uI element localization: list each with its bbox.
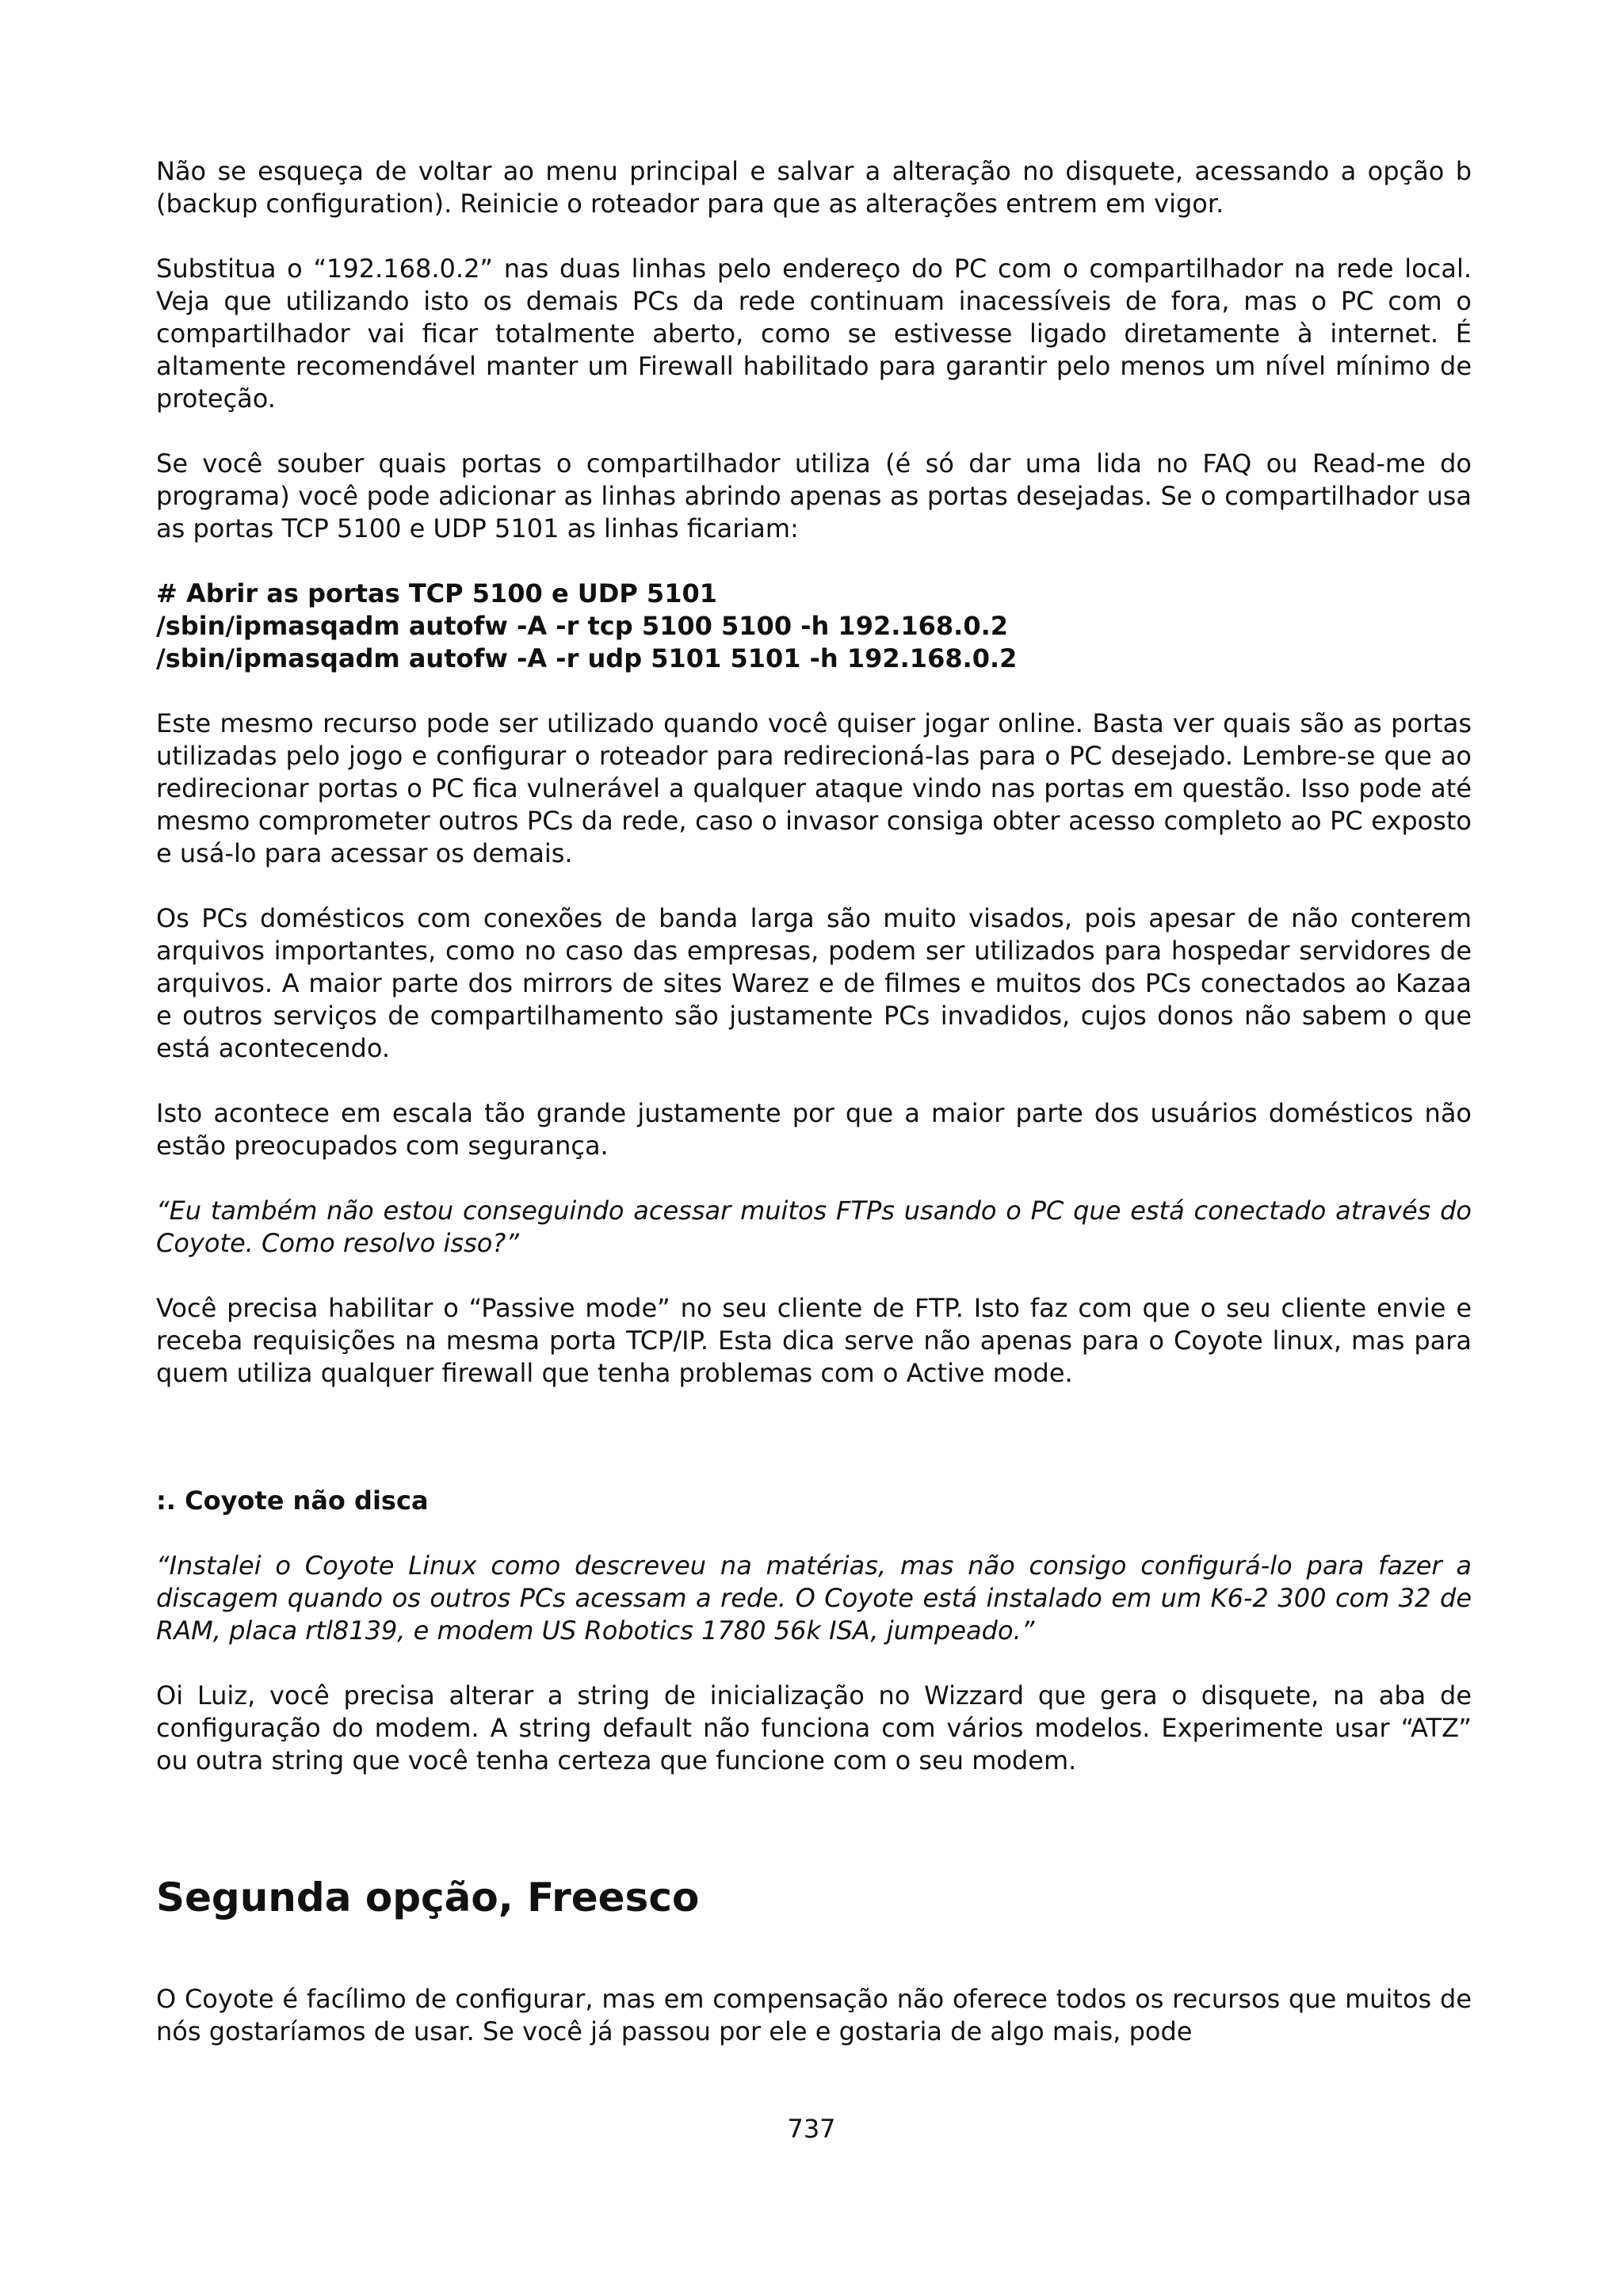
code-block (156, 578, 1472, 675)
section-heading-freesco: Segunda opção, Freesco (156, 1875, 700, 1920)
paragraph-security-scale: Isto acontece em escala tão grande justamente por que a maior parte dos usuários domésticos não estão preocupados com segurança. (156, 1098, 1472, 1161)
question-ftp: “Eu também não estou conseguindo acessar muitos FTPs usando o PC que está conectado através do Coyote. Como resolvo isso?” (156, 1196, 1472, 1258)
code-line-comment: # Abrir as portas TCP 5100 e UDP 5101 (156, 578, 717, 608)
paragraph-online-games: Este mesmo recurso pode ser utilizado quando você quiser jogar online. Basta ver quais são as portas utilizadas pelo jogo e configurar o roteador para redirecioná-las para o PC desejado. Lembre-se que ao redirecionar portas o PC fica vulnerável a qualquer ataque vindo nas portas em questão. Isso pode até mesmo comprometer outros PCs da rede, caso o invasor consiga obter acesso completo ao PC exposto e usá-lo para acessar os demais. (156, 708, 1472, 868)
answer-dial: Oi Luiz, você precisa alterar a string de inicialização no Wizzard que gera o disquete, na aba de configuração do modem. A string default não funciona com vários modelos. Experimente usar “ATZ” ou outra string que você tenha certeza que funcione com o seu modem. (156, 1680, 1472, 1775)
paragraph-substitute-ip: Substitua o “192.168.0.2” nas duas linhas pelo endereço do PC com o compartilhador na rede local. Veja que utilizando isto os demais PCs da rede continuam inacessíveis de fora, mas o PC com o compartilhador vai ficar totalmente aberto, como se estivesse ligado diretamente à internet. É altamente recomendável manter um Firewall habilitado para garantir pelo menos um nível mínimo de proteção. (156, 254, 1472, 414)
code-line-udp: /sbin/ipmasqadm autofw -A -r udp 5101 5101 -h 192.168.0.2 (156, 643, 1018, 673)
page-number: 737 (787, 2114, 836, 2144)
paragraph-backup-reminder: Não se esqueça de voltar ao menu principal e salvar a alteração no disquete, acessando a opção b (backup configuration). Reinicie o roteador para que as alterações entrem em vigor. (156, 156, 1472, 219)
document-page (156, 155, 1472, 2081)
question-dial: “Instalei o Coyote Linux como descreveu na matérias, mas não consigo configurá-lo para fazer a discagem quando os outros PCs acessam a rede. O Coyote está instalado em um K6-2 300 com 32 de RAM, placa rtl8139, e modem US Robotics 1780 56k ISA, jumpeado.” (156, 1550, 1472, 1646)
paragraph-closing: O Coyote é facílimo de configurar, mas em compensação não oferece todos os recursos que muitos de nós gostaríamos de usar. Se você já passou por ele e gostaria de algo mais, pode (156, 1984, 1472, 2046)
subheading-coyote-dial: :. Coyote não disca (156, 1486, 429, 1516)
answer-ftp: Você precisa habilitar o “Passive mode” no seu cliente de FTP. Isto faz com que o seu cliente envie e receba requisições na mesma porta TCP/IP. Esta dica serve não apenas para o Coyote linux, mas para quem utiliza qualquer firewall que tenha problemas com o Active mode. (156, 1293, 1472, 1388)
code-line-tcp: /sbin/ipmasqadm autofw -A -r tcp 5100 5100 -h 192.168.0.2 (156, 611, 1009, 641)
paragraph-ports-intro: Se você souber quais portas o compartilhador utiliza (é só dar uma lida no FAQ ou Read-me do programa) você pode adicionar as linhas abrindo apenas as portas desejadas. Se o compartilhador usa as portas TCP 5100 e UDP 5101 as linhas ficariam: (156, 448, 1472, 543)
paragraph-home-pcs: Os PCs domésticos com conexões de banda larga são muito visados, pois apesar de não conterem arquivos importantes, como no caso das empresas, podem ser utilizados para hospedar servidores de arquivos. A maior parte dos mirrors de sites Warez e de filmes e muitos dos PCs conectados ao Kazaa e outros serviços de compartilhamento são justamente PCs invadidos, cujos donos não sabem o que está acontecendo. (156, 903, 1472, 1063)
